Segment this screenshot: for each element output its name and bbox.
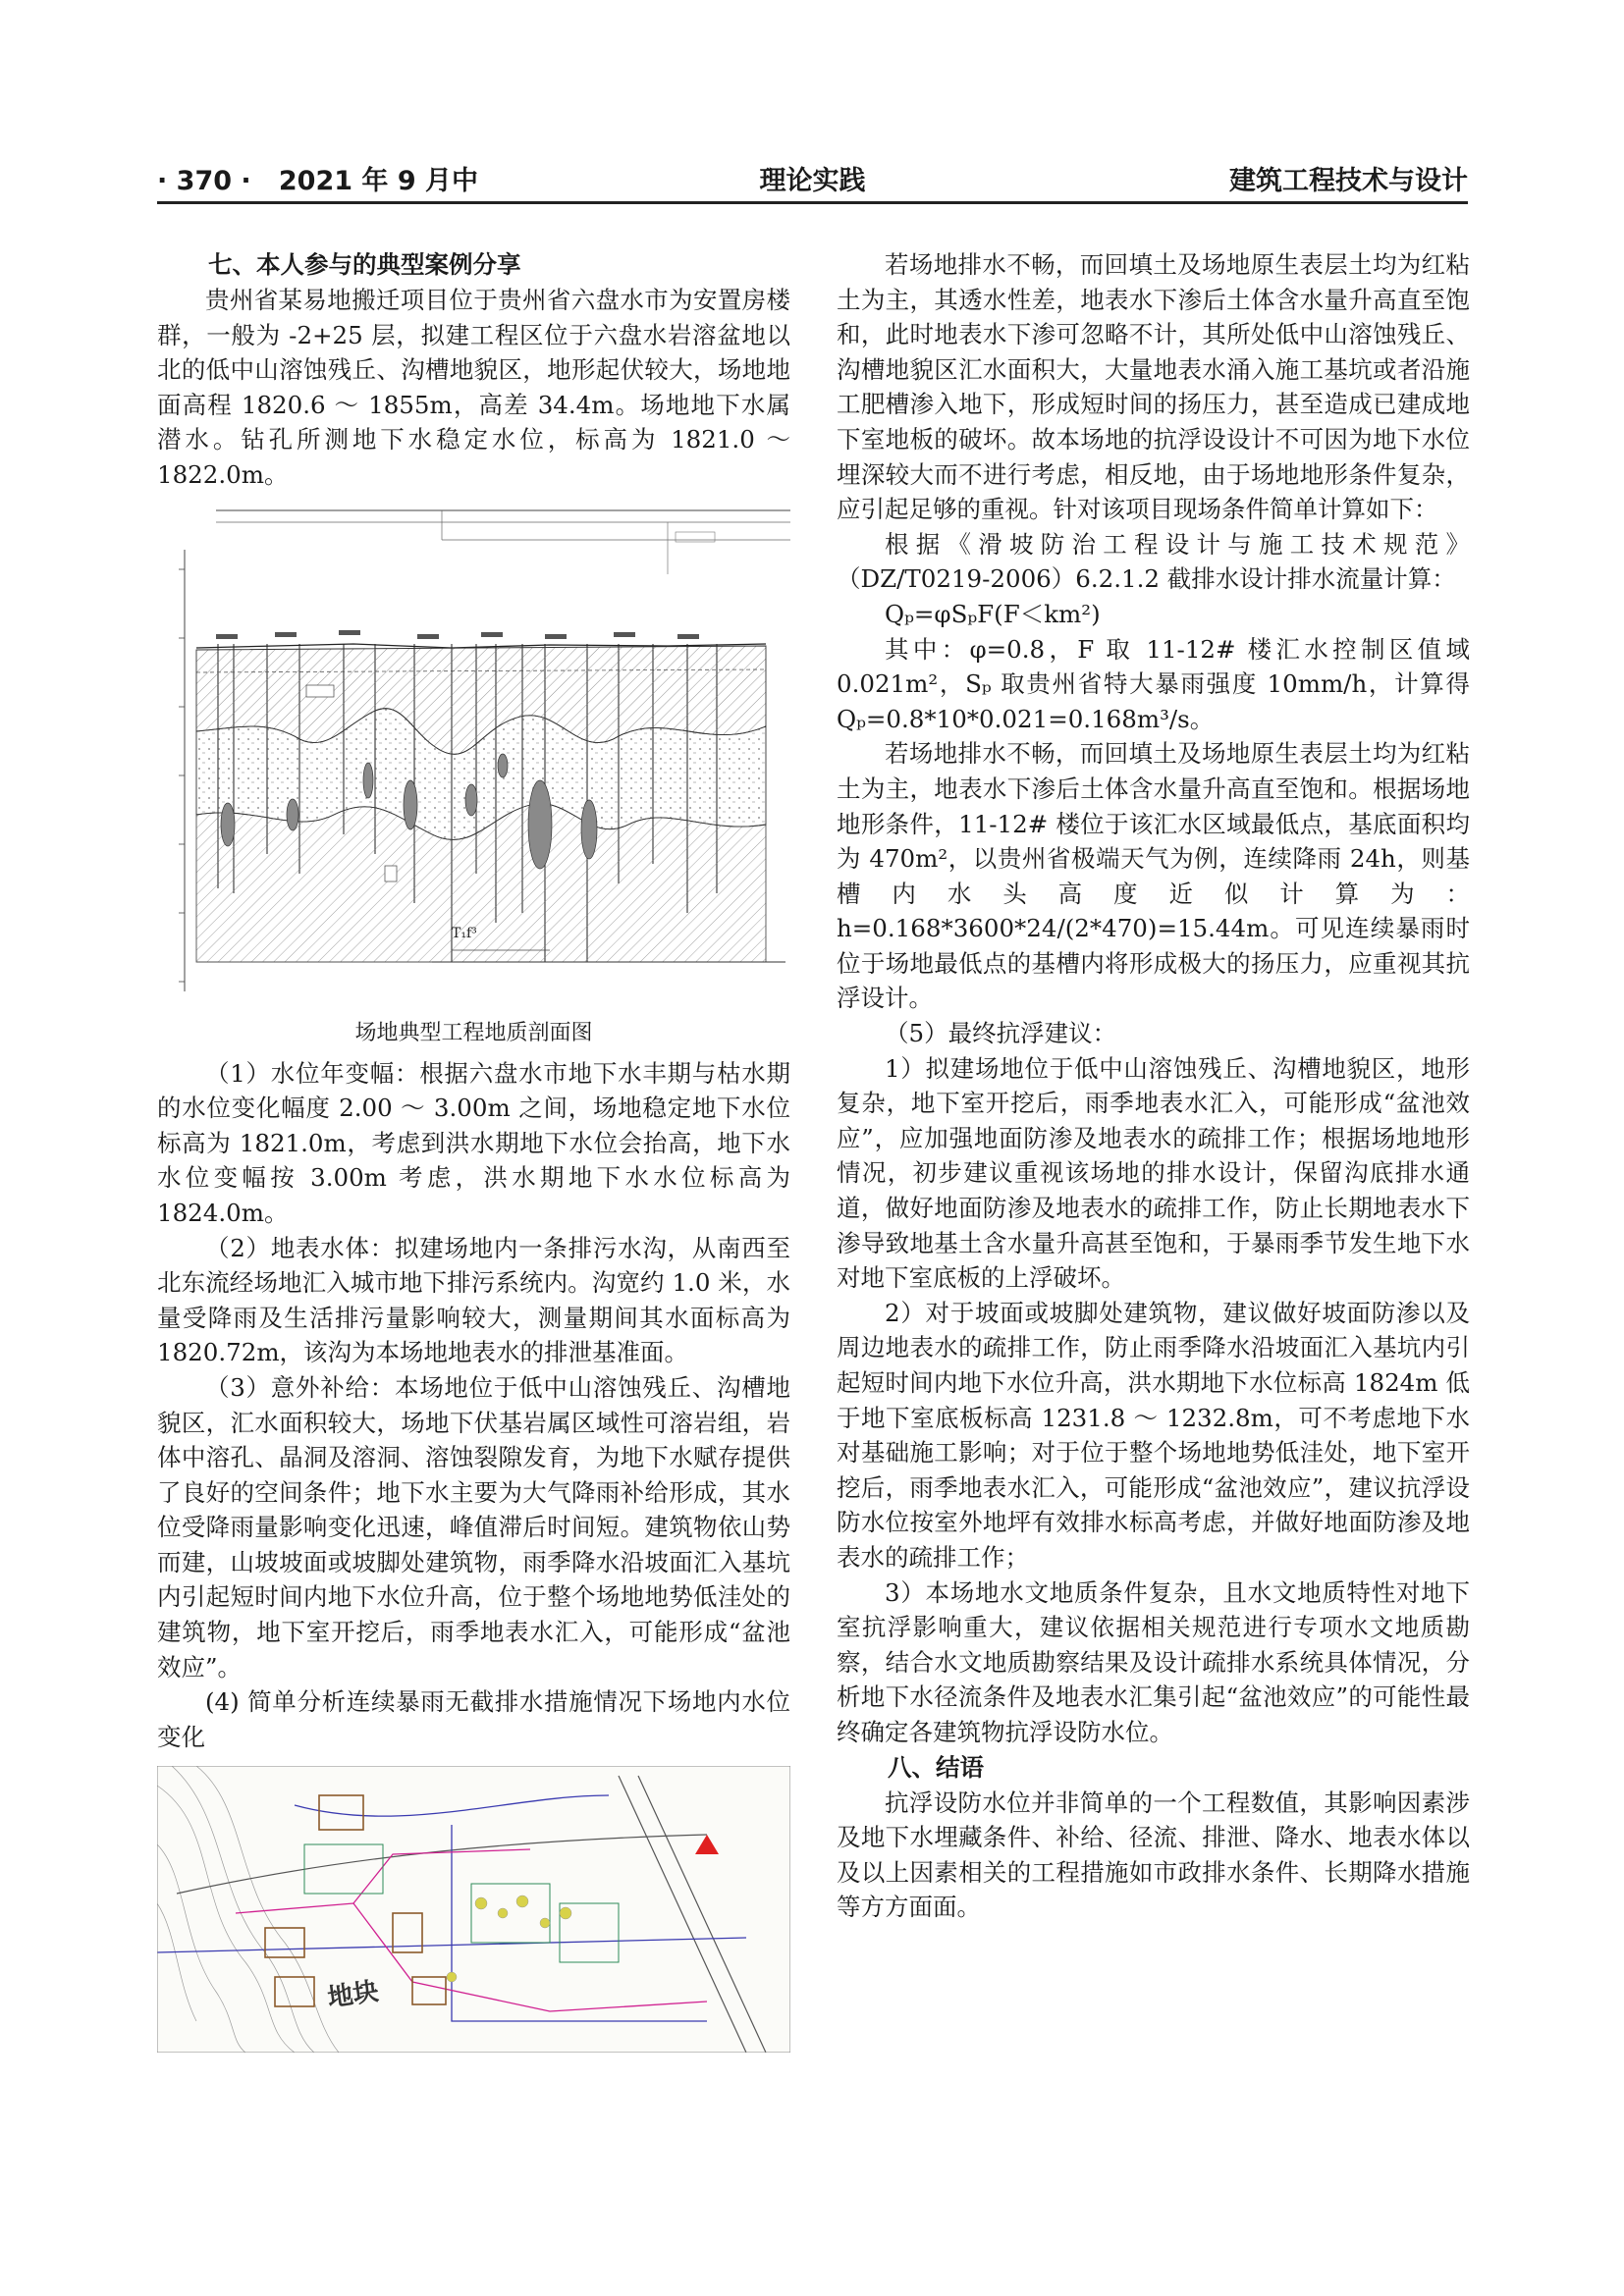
left-column xyxy=(157,247,790,2053)
paragraph: （5）最终抗浮建议： xyxy=(885,1019,1117,1048)
paragraph: 2）对于坡面或坡脚处建筑物，建议做好坡面防渗以及周边地表水的疏排工作，防止雨季降水沿坡面汇入基坑内引起短时间内地下水位升高，洪水期地下水位标高 1824m 低于地下室底板标高 1231.8 ～ 1232.8m，可不考虑地下水对基础施工影响；对于位于整个场地地势低洼处，地下室开挖后，雨季地表水汇入，可能形成“盆池效应”，建议抗浮设防水位按室外地坪有效排水标高考虑，并做好地面防渗及地表水的疏排工作； xyxy=(837,1298,1470,1572)
paragraph: 根据《滑坡防治工程设计与施工技术规范》（DZ/T0219-2006）6.2.1.2 截排水设计排水流量计算： xyxy=(837,529,1470,594)
paragraph: 1）拟建场地位于低中山溶蚀残丘、沟槽地貌区，地形复杂，地下室开挖后，雨季地表水汇入，可能形成“盆池效应”，应加强地面防渗及地表水的疏排工作；根据场地地形情况，初步建议重视该场地的排水设计，保留沟底排水通道，做好地面防渗及地表水的疏排工作，防止长期地表水下渗导致地基土含水量升高甚至饱和，于暴雨季节发生地下水对地下室底板的上浮破坏。 xyxy=(837,1053,1470,1293)
paragraph: 其中：φ=0.8，F 取 11-12# 楼汇水控制区值域 0.021m²，Sₚ 取贵州省特大暴雨强度 10mm/h，计算得 Qₚ=0.8*10*0.021=0.168m³/s。 xyxy=(837,634,1470,733)
stratum-label: T₁f³ xyxy=(452,925,477,941)
paragraph: 贵州省某易地搬迁项目位于贵州省六盘水市为安置房楼群，一般为 -2+25 层，拟建工程区位于六盘水岩溶盆地以北的低中山溶蚀残丘、沟槽地貌区，地形起伏较大，场地地面高程 1820.6 ～ 1855m，高差 34.4m。场地地下水属潜水。钻孔所测地下水稳定水位，标高为 1821.0 ～ 1822.0m。 xyxy=(157,286,790,489)
site-plan-drawing xyxy=(157,1766,790,2053)
figure-caption: 场地典型工程地质剖面图 xyxy=(354,1020,593,1045)
page-number: · 370 · xyxy=(157,166,251,196)
paragraph: 若场地排水不畅，而回填土及场地原生表层土均为红粘土为主，其透水性差，地表水下渗后土体含水量升高直至饱和，此时地表水下渗可忽略不计，其所处低中山溶蚀残丘、沟槽地貌区汇水面积大，大量地表水涌入施工基坑或者沿施工肥槽渗入地下，形成短时间的扬压力，甚至造成已建成地下室地板的破坏。故本场地的抗浮设设计不可因为地下水位埋深较大而不进行考虑，相反地，由于场地地形条件复杂，应引起足够的重视。针对该项目现场条件简单计算如下： xyxy=(837,250,1470,524)
geologic-section-figure xyxy=(157,501,790,1011)
journal-title: 建筑工程技术与设计 xyxy=(1229,166,1468,196)
page-header xyxy=(157,155,1468,198)
issue-date: 2021 年 9 月中 xyxy=(278,166,479,196)
paragraph: (4) 简单分析连续暴雨无截排水措施情况下场地内水位变化 xyxy=(157,1687,790,1751)
paragraph: （1）水位年变幅：根据六盘水市地下水丰期与枯水期的水位变化幅度 2.00 ～ 3.00m 之间，场地稳定地下水位标高为 1821.0m，考虑到洪水期地下水位会抬高，地下水水位变幅按 3.00m 考虑，洪水期地下水水位标高为 1824.0m。 xyxy=(157,1058,790,1227)
right-column xyxy=(837,247,1470,1925)
paragraph: 抗浮设防水位并非简单的一个工程数值，其影响因素涉及地下水埋藏条件、补给、径流、排泄、降水、地表水体以及以上因素相关的工程措施如市政排水条件、长期降水措施等方方面面。 xyxy=(837,1788,1470,1922)
formula: Qₚ=φSₚF(F＜km²) xyxy=(885,599,1101,628)
geologic-section-drawing xyxy=(157,501,790,1011)
paragraph: （2）地表水体：拟建场地内一条排污水沟，从南西至北东流经场地汇入城市地下排污系统内。沟宽约 1.0 米，水量受降雨及生活排污量影响较大，测量期间其水面标高为 1820.72m，该沟为本场地地表水的排泄基准面。 xyxy=(157,1233,790,1367)
section-title: 理论实践 xyxy=(759,166,866,196)
paragraph: （3）意外补给：本场地位于低中山溶蚀残丘、沟槽地貌区，汇水面积较大，场地下伏基岩属区域性可溶岩组，岩体中溶孔、晶洞及溶洞、溶蚀裂隙发育，为地下水赋存提供了良好的空间条件；地下水主要为大气降雨补给形成，其水位受降雨量影响变化迅速，峰值滞后时间短。建筑物依山势而建，山坡坡面或坡脚处建筑物，雨季降水沿坡面汇入基坑内引起短时间内地下水位升高，位于整个场地地势低洼处的建筑物，地下室开挖后，雨季地表水汇入，可能形成“盆池效应”。 xyxy=(157,1372,790,1682)
paragraph: 若场地排水不畅，而回填土及场地原生表层土均为红粘土为主，地表水下渗后土体含水量升高直至饱和。根据场地地形条件，11-12# 楼位于该汇水区域最低点，基底面积均为 470m²，以贵州省极端天气为例，连续降雨 24h，则基槽内水头高度近似计算为：h=0.168*3600*24/(2*470)=15.44m。可见连续暴雨时位于场地最低点的基槽内将形成极大的扬压力，应重视其抗浮设计。 xyxy=(837,739,1470,1013)
header-rule xyxy=(157,201,1468,204)
section-heading-7: 七、本人参与的典型案例分享 xyxy=(208,250,521,279)
site-plan-map xyxy=(157,1766,790,2053)
paragraph: 3）本场地水文地质条件复杂，且水文地质特性对地下室抗浮影响重大，建议依据相关规范进行专项水文地质勘察，结合水文地质勘察结果及设计疏排水系统具体情况，分析地下水径流条件及地表水汇集引起“盆池效应”的可能性最终确定各建筑物抗浮设防水位。 xyxy=(837,1577,1470,1746)
section-heading-8: 八、结语 xyxy=(888,1752,984,1782)
map-label: 地块 xyxy=(325,1977,381,2014)
